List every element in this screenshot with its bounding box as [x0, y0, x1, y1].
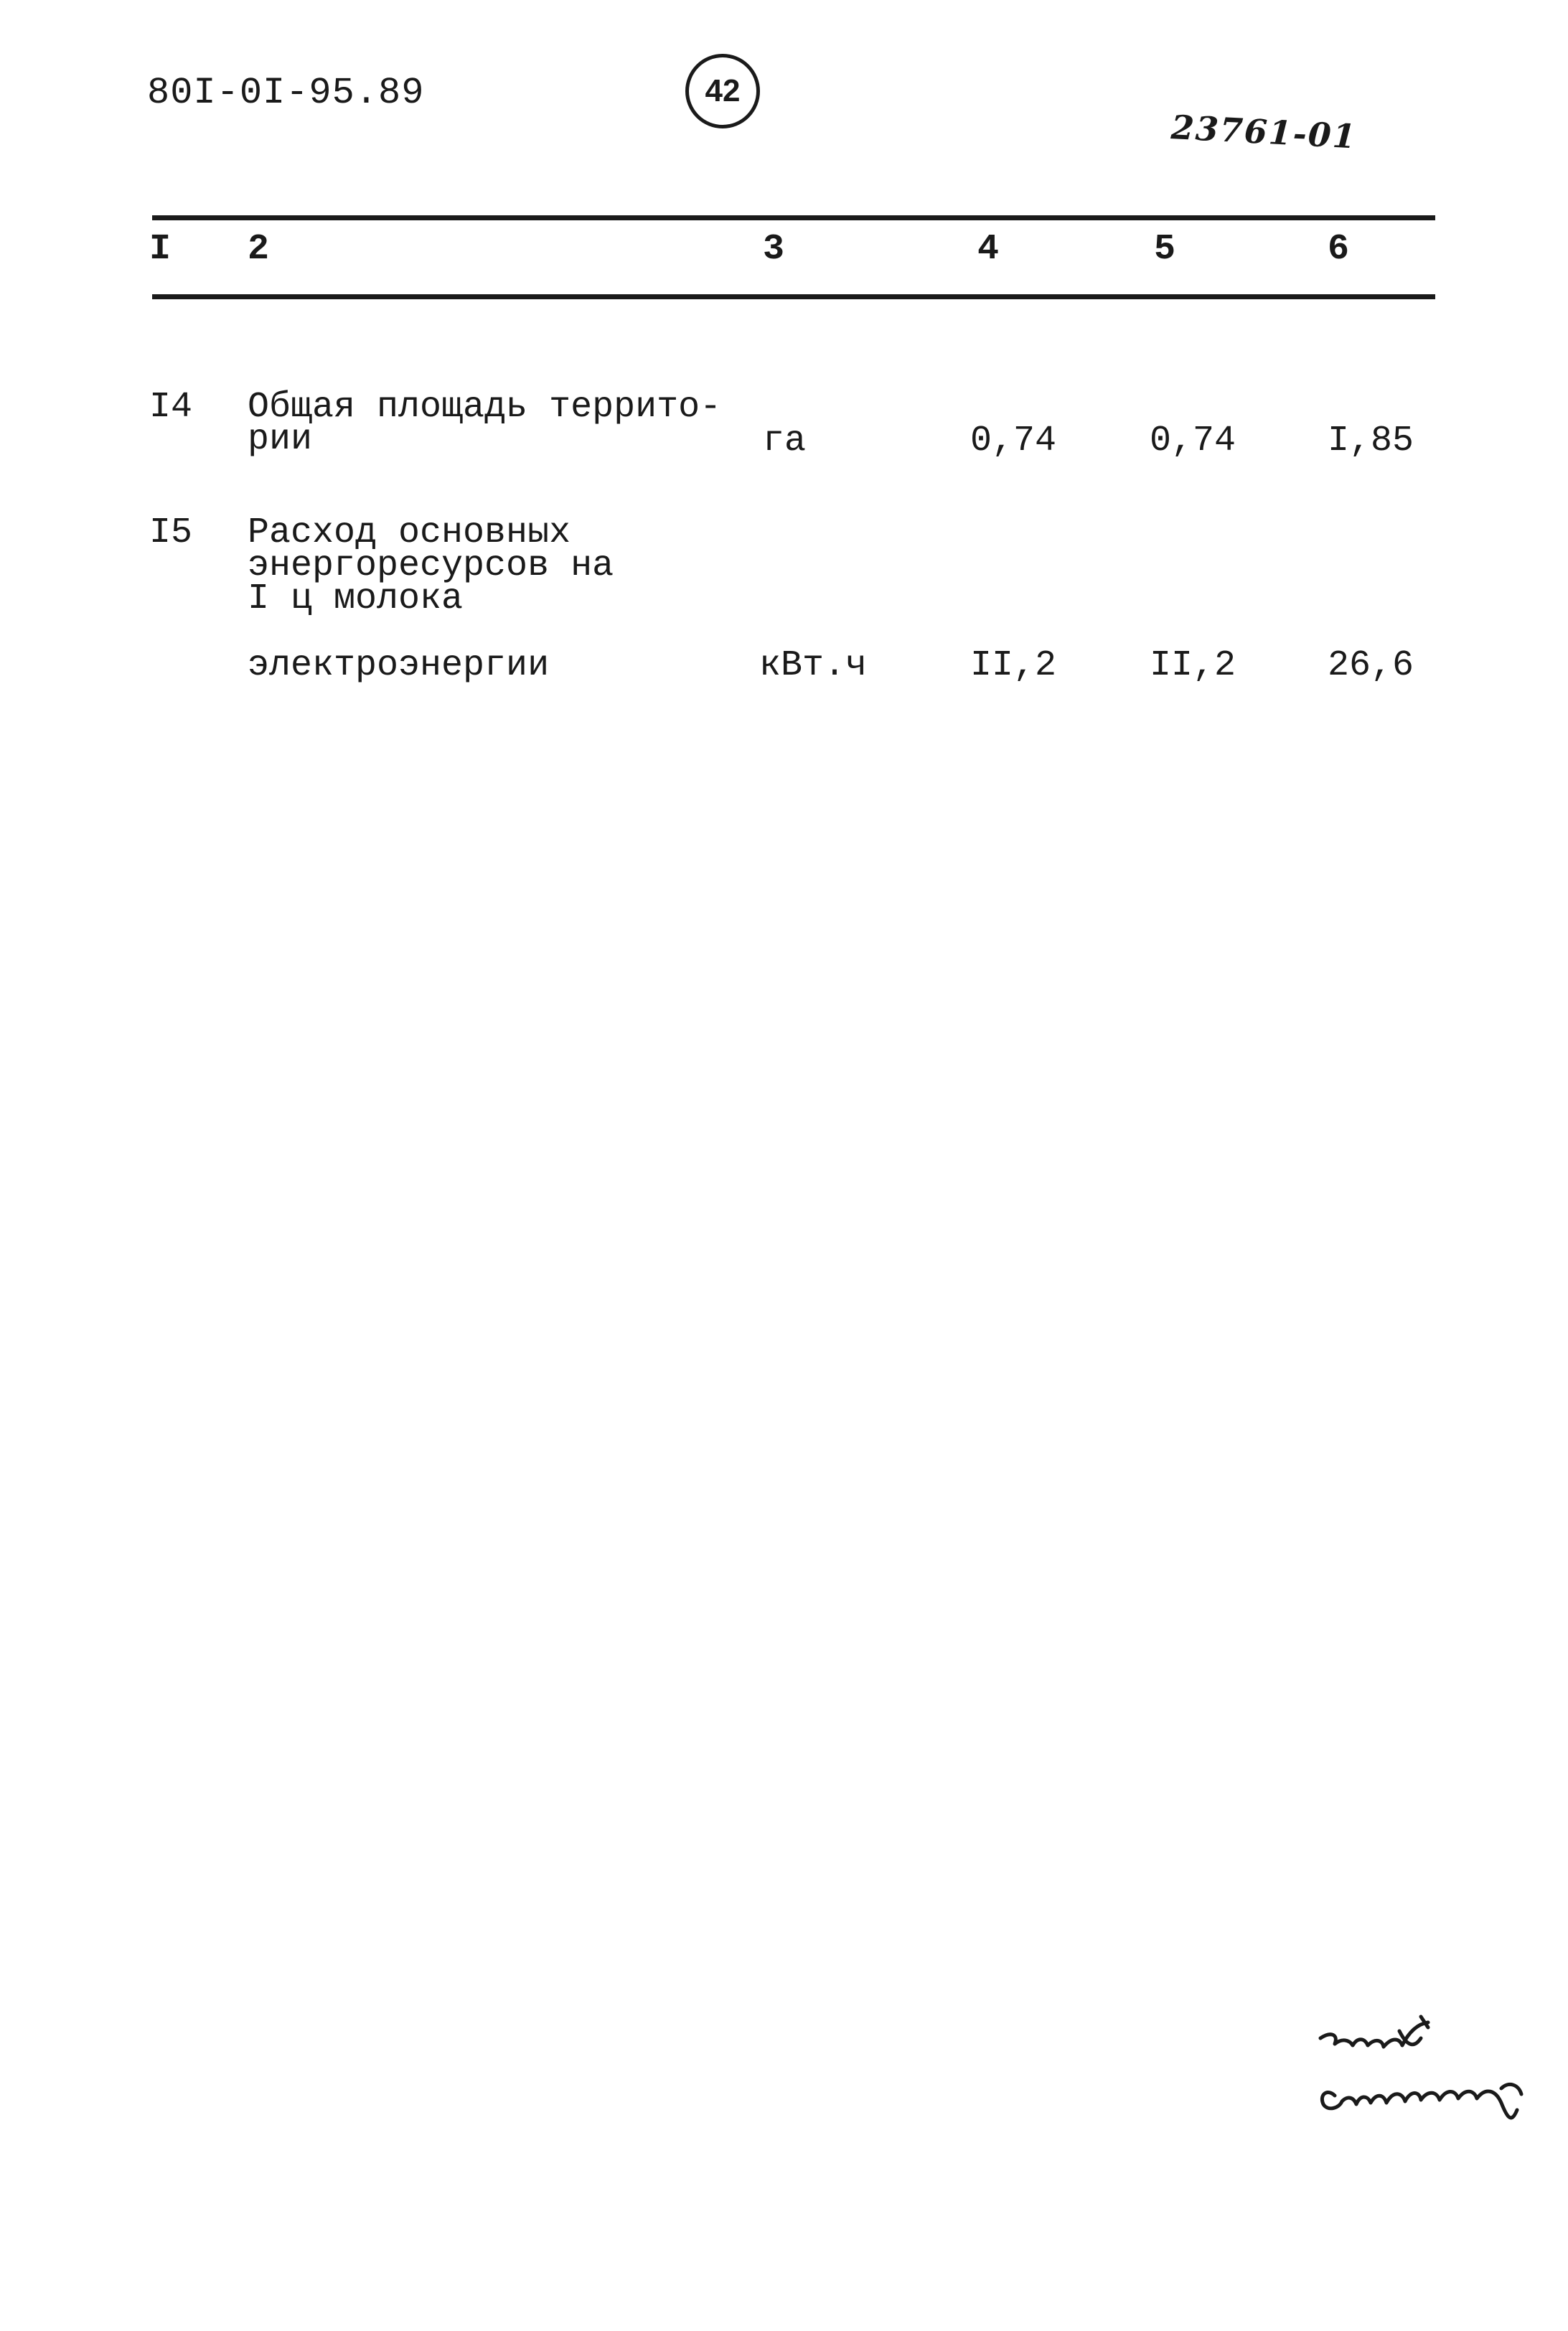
page-number-badge: [685, 54, 760, 128]
row-number: I5: [149, 512, 193, 553]
row-name-line: энергоресурсов на: [248, 545, 614, 586]
column-header-6: 6: [1328, 229, 1350, 270]
row-unit: га: [763, 421, 807, 461]
document-code: 80I-0I-95.89: [147, 72, 425, 114]
column-header-1: I: [149, 229, 172, 270]
inventory-number: 23761-01: [1170, 108, 1358, 156]
row-name-line: I ц молока: [248, 578, 464, 619]
row-value-col4: II,2: [970, 645, 1057, 686]
table-top-rule: [152, 215, 1435, 220]
row-name-line: Общая площадь террито-: [248, 387, 722, 428]
row-number: I4: [149, 387, 193, 428]
row-value-col4: 0,74: [970, 421, 1057, 461]
row-unit: кВт.ч: [759, 645, 868, 686]
column-header-3: 3: [763, 229, 785, 270]
row-name: электроэнергии: [248, 645, 550, 686]
row-value-col5: II,2: [1150, 645, 1236, 686]
row-value-col6: I,85: [1328, 421, 1414, 461]
row-value-col6: 26,6: [1328, 645, 1414, 686]
row-name-line: Расход основных: [248, 512, 571, 553]
column-header-4: 4: [977, 229, 1000, 270]
handwritten-signature: [1313, 2009, 1543, 2131]
row-value-col5: 0,74: [1150, 421, 1236, 461]
table-header-rule: [152, 294, 1435, 299]
page-number: 42: [705, 73, 741, 108]
column-header-5: 5: [1154, 229, 1176, 270]
column-header-2: 2: [248, 229, 270, 270]
row-name-line: рии: [248, 419, 313, 460]
